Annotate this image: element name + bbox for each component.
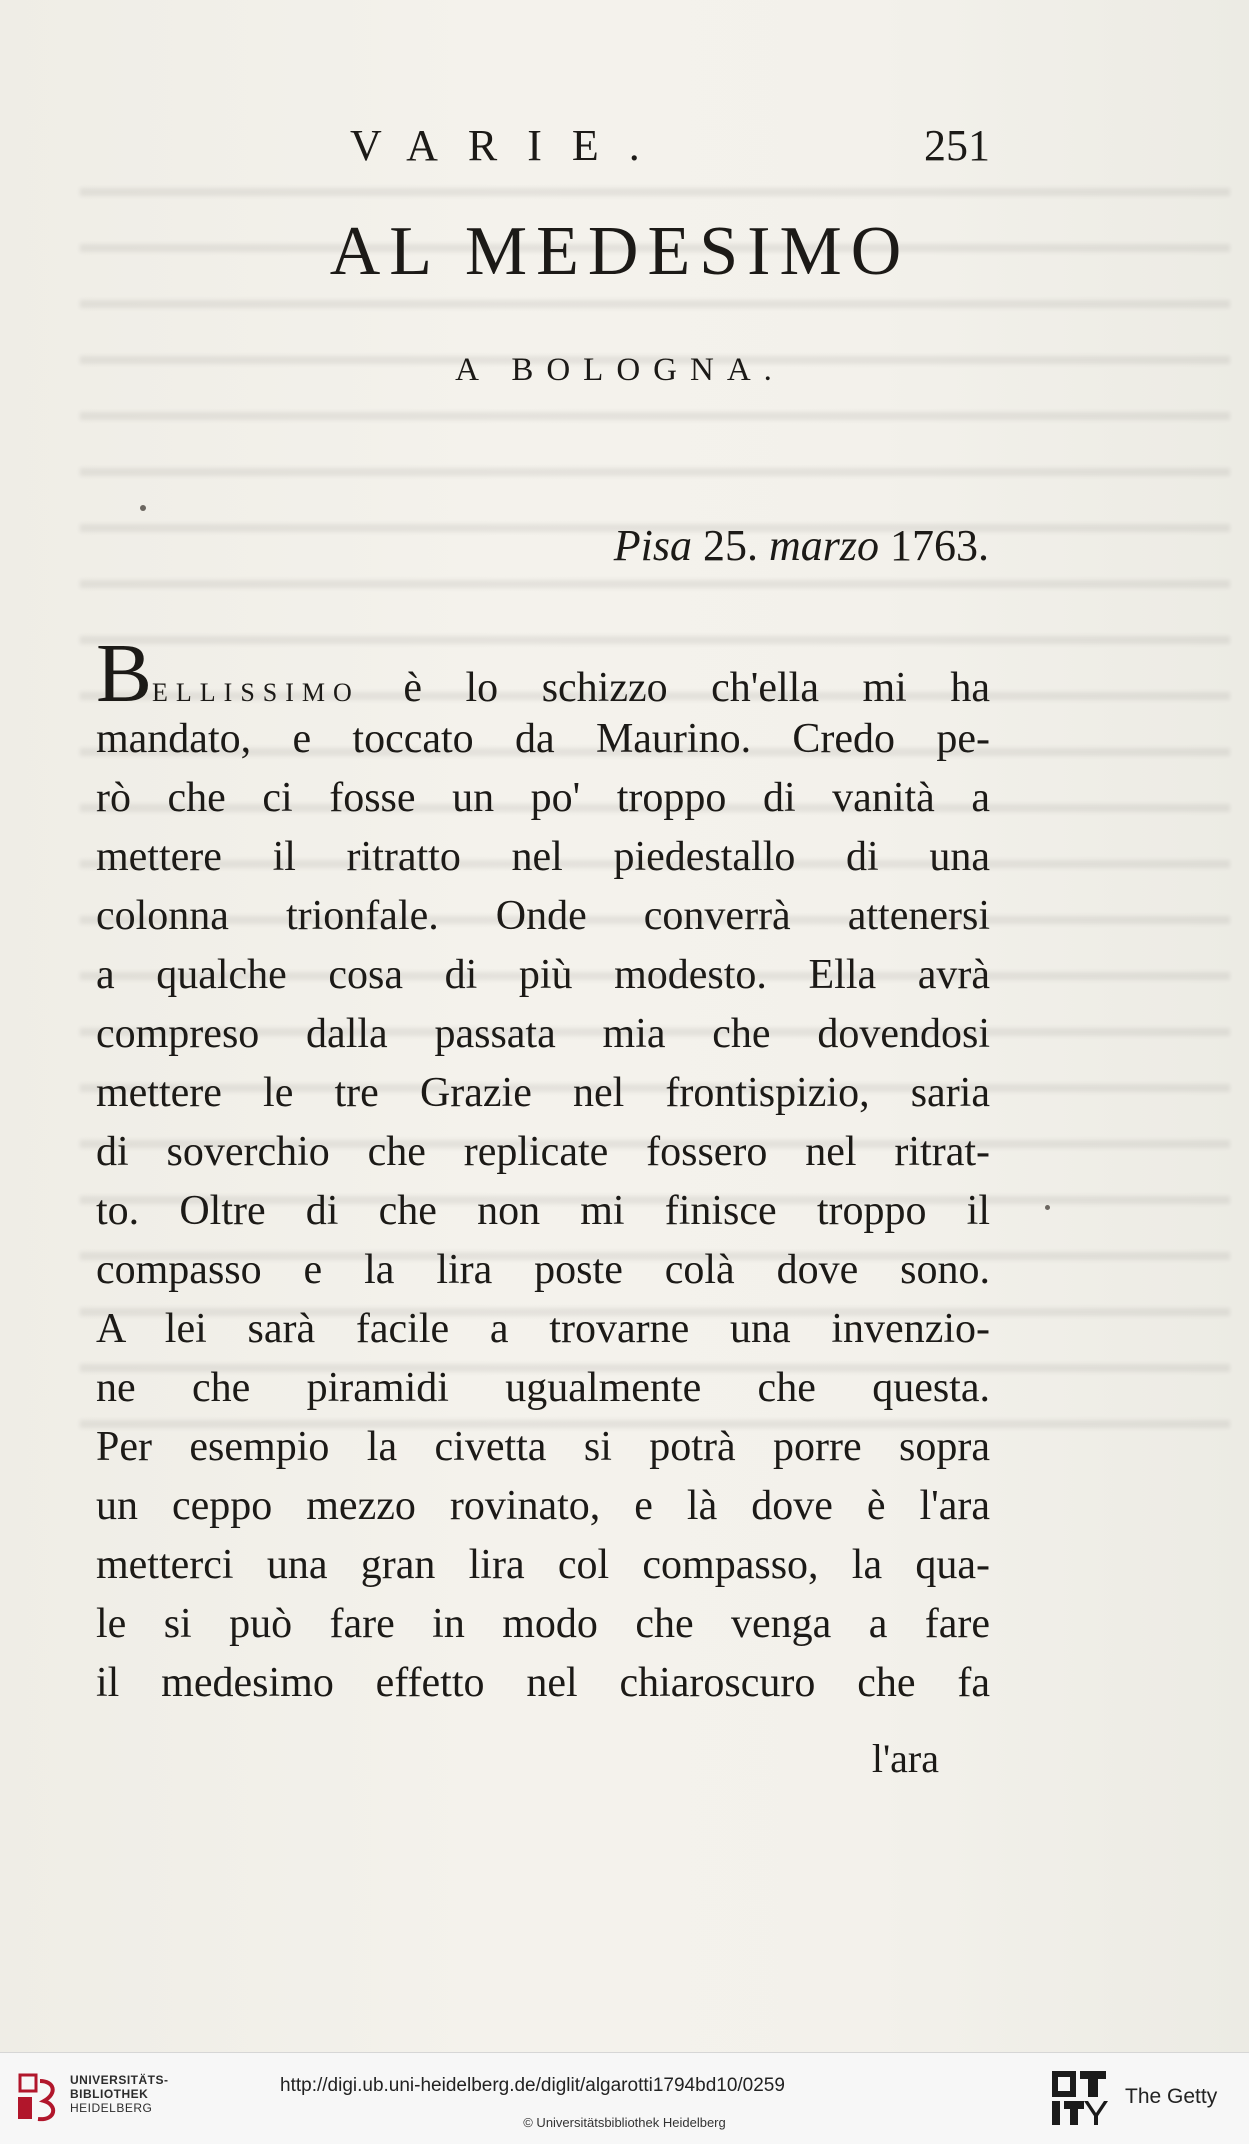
body-line: colonna trionfale. Onde converrà attenersi — [96, 893, 990, 939]
dateline — [614, 520, 989, 571]
drop-cap: B — [96, 627, 153, 720]
library-name-line1: UNIVERSITÄTS- — [70, 2073, 169, 2087]
letter-body — [96, 627, 991, 1713]
body-line: un ceppo mezzo rovinato, e là dove è l'ara — [96, 1483, 990, 1529]
dateline-place: Pisa — [613, 521, 692, 570]
body-line: to. Oltre di che non mi finisce troppo il — [96, 1188, 990, 1234]
body-line-first — [96, 627, 991, 720]
copyright-notice: © Universitätsbibliothek Heidelberg — [523, 2115, 726, 2130]
body-line: mandato, e toccato da Maurino. Credo pe- — [96, 716, 990, 762]
getty-logo-icon — [1050, 2069, 1110, 2127]
body-line: le si può fare in modo che venga a fare — [96, 1601, 990, 1647]
permalink-url[interactable]: http://digi.ub.uni-heidelberg.de/diglit/algarotti1794bd10/0259 — [280, 2075, 785, 2096]
catchword: l'ara — [871, 1736, 939, 1781]
first-line-text: è lo schizzo ch'ella mi ha — [403, 665, 991, 711]
getty-partner-name: The Getty — [1125, 2085, 1218, 2108]
body-line: ne che piramidi ugualmente che questa. — [96, 1365, 990, 1411]
body-line: compreso dalla passata mia che dovendosi — [96, 1011, 990, 1057]
body-line: mettere il ritratto nel piedestallo di una — [96, 834, 990, 880]
dateline-year: 1763. — [890, 521, 989, 570]
viewer-footer — [0, 2052, 1249, 2144]
body-line: il medesimo effetto nel chiaroscuro che fa — [96, 1660, 990, 1706]
body-line: metterci una gran lira col compasso, la qua- — [96, 1542, 990, 1588]
paper-speck — [140, 505, 146, 511]
body-line: A lei sarà facile a trovarne una invenzio- — [96, 1306, 990, 1352]
body-line: compasso e la lira poste colà dove sono. — [96, 1247, 990, 1293]
library-name-line2: BIBLIOTHEK — [70, 2087, 149, 2101]
university-library-name — [70, 2073, 169, 2115]
dateline-day: 25. — [702, 521, 758, 570]
letter-subheading: A BOLOGNA. — [455, 352, 785, 388]
running-head-title: VARIE. — [350, 121, 670, 170]
first-word-smallcaps: ELLISSIMO — [152, 678, 360, 707]
body-line: Per esempio la civetta si potrà porre sopra — [96, 1424, 990, 1470]
library-name-line3: HEIDELBERG — [70, 2101, 153, 2115]
body-line: rò che ci fosse un po' troppo di vanità a — [96, 775, 990, 821]
paper-speck — [1045, 1205, 1050, 1210]
body-line: di soverchio che replicate fossero nel ritrat- — [96, 1129, 990, 1175]
body-line: mettere le tre Grazie nel frontispizio, saria — [96, 1070, 990, 1116]
page-number: 251 — [924, 121, 990, 170]
letter-heading: AL MEDESIMO — [329, 213, 911, 290]
dateline-month: marzo — [768, 521, 879, 570]
running-head — [350, 120, 990, 180]
body-line: a qualche cosa di più modesto. Ella avrà — [96, 952, 990, 998]
